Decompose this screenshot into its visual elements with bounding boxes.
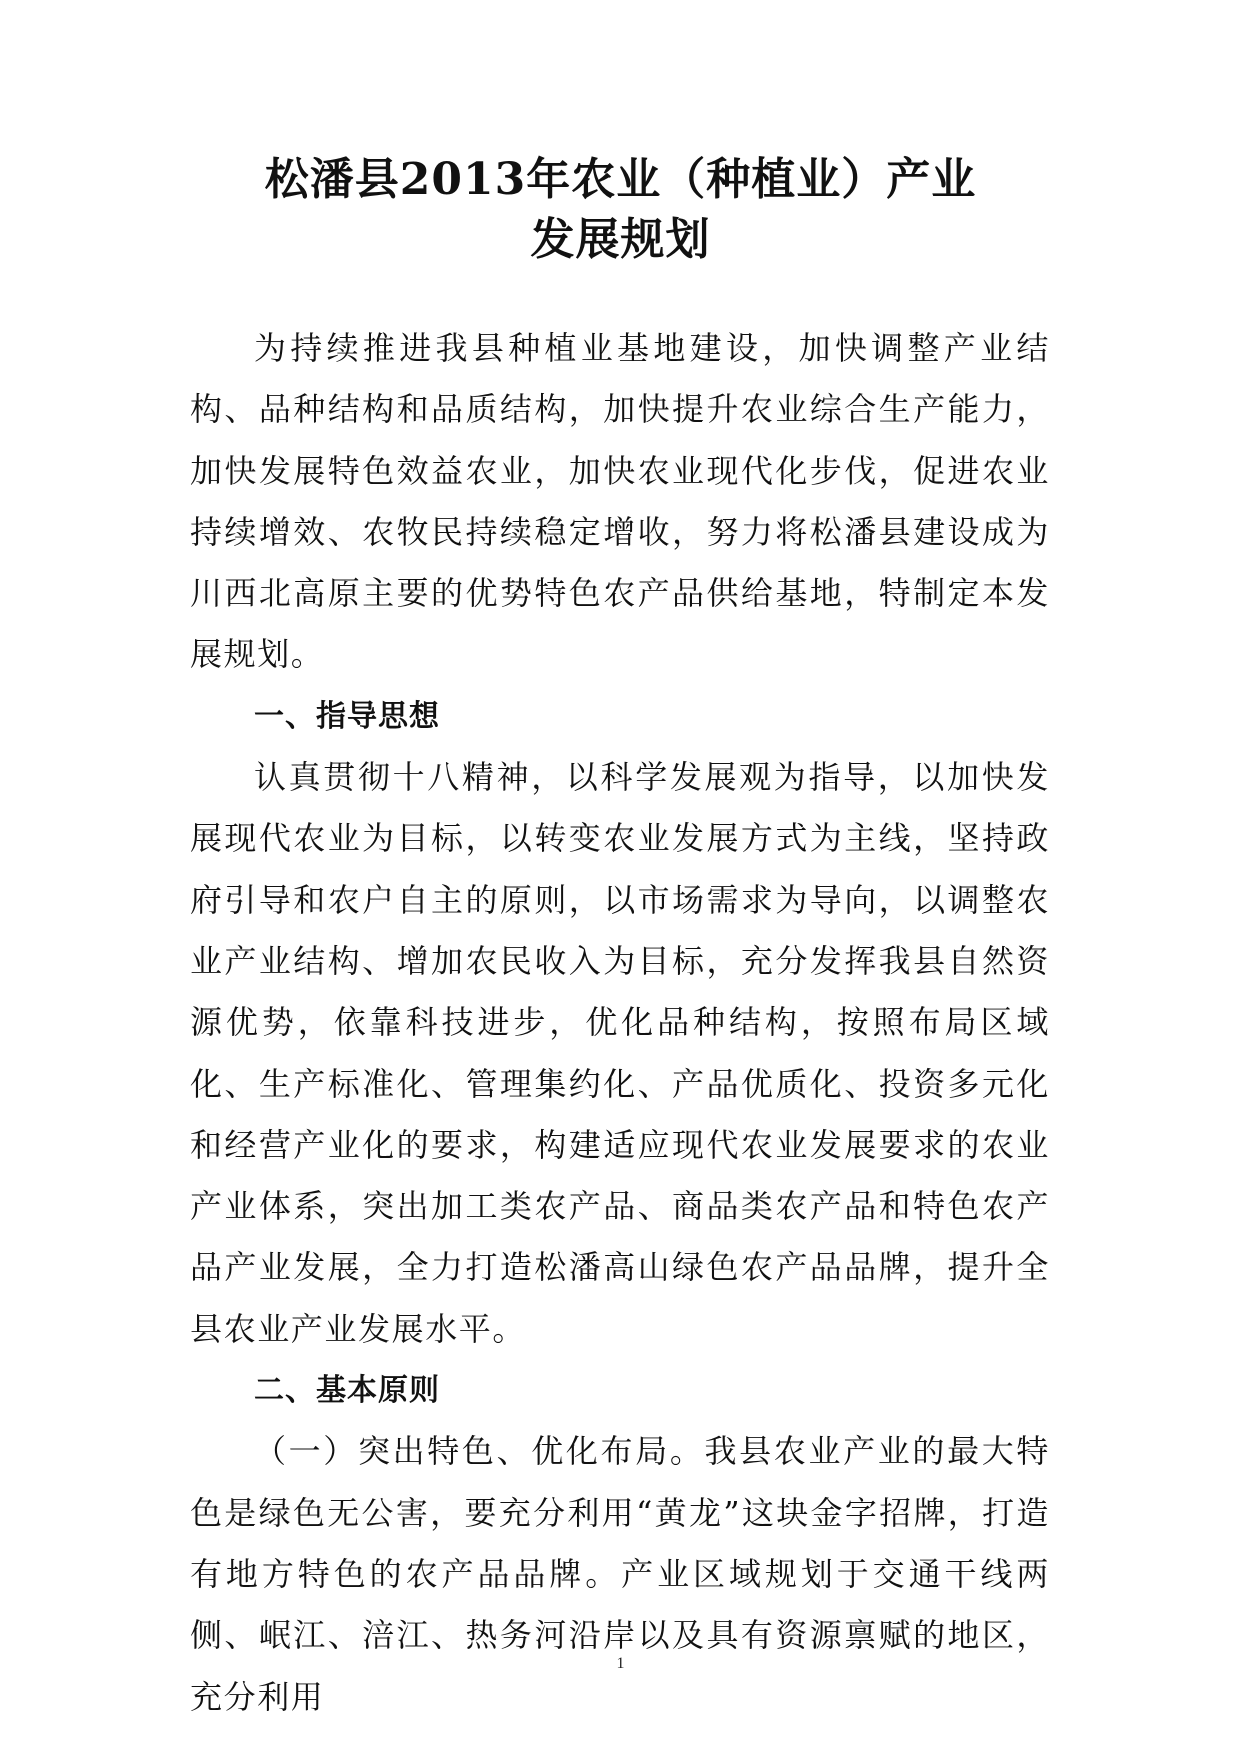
guiding-ideology-paragraph: 认真贯彻十八精神，以科学发展观为指导，以加快发展现代农业为目标，以转变农业发展方式为主线，坚持政府引导和农户自主的原则，以市场需求为导向，以调整农业产业结构、增加农民收入为目标，充分发挥我县自然资源优势，依靠科技进步，优化品种结构，按照布局区域化、生产标准化、管理集约化、产品优质化、投资多元化和经营产业化的要求，构建适应现代农业发展要求的农业产业体系，突出加工类农产品、商品类农产品和特色农产品产业发展，全力打造松潘高山绿色农产品品牌，提升全县农业产业发展水平。 — [190, 758, 1050, 1348]
title-line-2: 发展规划 — [530, 214, 711, 265]
basic-principles-paragraph: （一）突出特色、优化布局。我县农业产业的最大特色是绿色无公害，要充分利用“黄龙”这块金字招牌，打造有地方特色的农产品品牌。产业区域规划于交通干线两侧、岷江、涪江、热务河沿岸以及具有资源禀赋的地区，充分利用 — [190, 1432, 1050, 1716]
document-title — [0, 150, 1241, 270]
document-body — [190, 318, 1050, 1728]
intro-paragraph: 为持续推进我县种植业基地建设，加快调整产业结构、品种结构和品质结构，加快提升农业综合生产能力，加快发展特色效益农业，加快农业现代化步伐，促进农业持续增效、农牧民持续稳定增收，努力将松潘县建设成为川西北高原主要的优势特色农产品供给基地，特制定本发展规划。 — [190, 329, 1050, 674]
page-number: 1 — [616, 1655, 625, 1672]
section-heading-basic-principles: 二、基本原则 — [254, 1373, 440, 1409]
section-heading-guiding-ideology: 一、指导思想 — [254, 698, 440, 734]
title-line-1: 松潘县2013年农业（种植业）产业 — [264, 154, 977, 205]
